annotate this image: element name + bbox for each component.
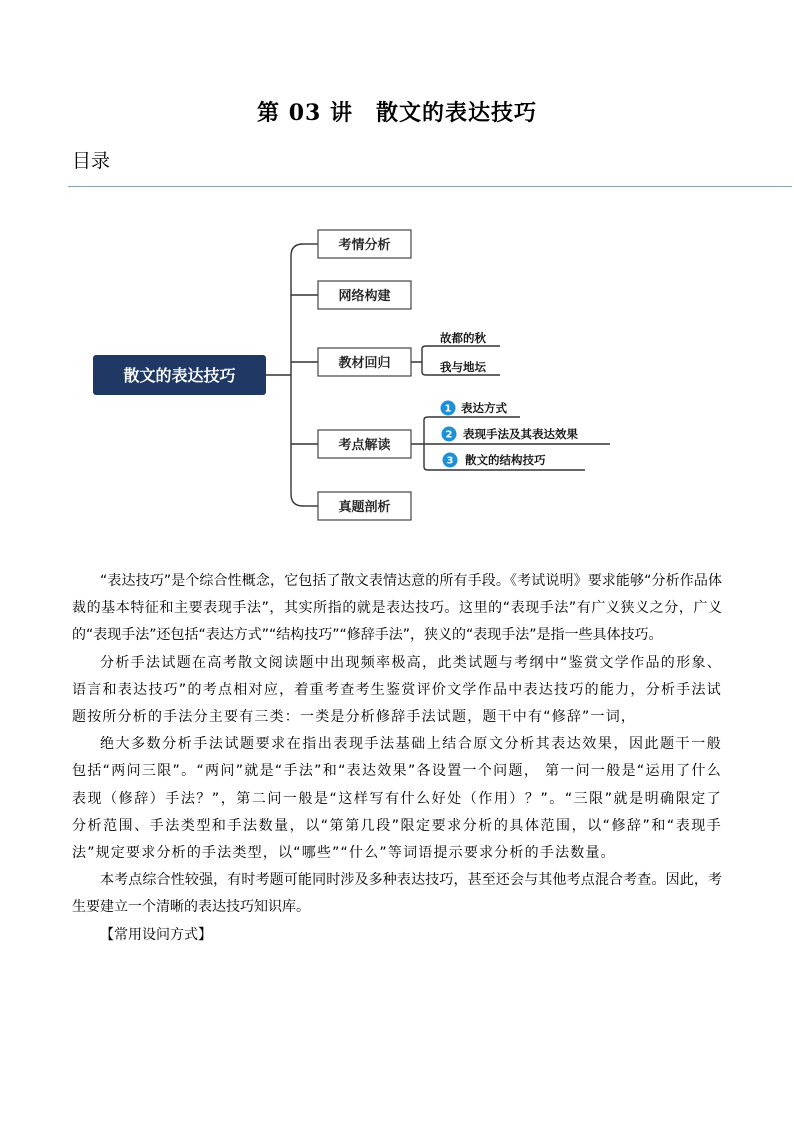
textbook-item: 我与地坛 [440,360,486,374]
svg-text:表现手法及其表达效果: 表现手法及其表达效果 [463,427,578,441]
branch-label: 真题剖析 [338,500,391,515]
branch-wangluo [318,281,411,309]
svg-text:表达方式: 表达方式 [461,401,507,415]
branch-label: 网络构建 [338,289,391,304]
branch-label: 考点解读 [338,438,391,453]
point-item [441,401,508,416]
point-item [443,453,546,468]
paragraph: 本考点综合性较强，有时考题可能同时涉及多种表达技巧，甚至还会与其他考点混合考查。因此，考生要建立一个清晰的表达技巧知识库。 [72,872,722,916]
textbook-item: 故都的秋 [440,331,486,345]
heading-divider [68,186,792,187]
branch-label: 教材回归 [338,356,391,371]
paragraph: “表达技巧”是个综合性概念，它包括了散文表情达意的所有手段。《考试说明》要求能够“分析作品体裁的基本特征和主要表现手法”，其实所指的就是表达技巧。这里的“表现手法”有广义狭义之分，广义的“表现手法”还包括“表达方式”“结构技巧”“修辞手法”，狭义的“表现手法”是指一些具体技巧。 [72,573,722,644]
svg-text:3: 3 [446,455,454,467]
paragraph: 绝大多数分析手法试题要求在指出表现手法基础上结合原文分析其表达效果，因此题干一般包括“两问三限”。“两问”就是“手法”和“表达效果”各设置一个问题， 第一问一般是“运用了什么表现（修辞）手法？”，第二问一般是“这样写有什么好处（作用）？”。“三限”就是明确限定了分析范围、手法类型和手法数量，以“第第几段”限定要求分析的具体范围，以“修辞”和“表现手法”规定要求分析的手法类型，以“哪些”“什么”等词语提示要求分析的手法数量。 [72,736,722,862]
page-title: 第 03 讲 散文的表达技巧 [257,100,537,126]
svg-text:散文的结构技巧: 散文的结构技巧 [465,453,546,467]
branch-kaodian [318,430,411,458]
branch-zhenti [318,492,411,520]
mind-map [0,220,794,530]
mind-map-root-label: 散文的表达技巧 [123,366,236,385]
point-item [442,427,579,442]
body-text [72,568,722,949]
svg-text:1: 1 [444,403,452,415]
branch-kaoqing [318,230,411,258]
paragraph: 【常用设问方式】 [100,926,212,943]
branch-label: 考情分析 [338,238,391,253]
branch-jiaocai [318,348,411,376]
svg-text:2: 2 [445,429,453,441]
toc-heading: 目录 [72,150,111,172]
paragraph: 分析手法试题在高考散文阅读题中出现频率极高，此类试题与考纲中“鉴赏文学作品的形象、语言和表达技巧”的考点相对应，着重考查考生鉴赏评价文学作品中表达技巧的能力，分析手法试题按所分析的手法分主要有三类：一类是分析修辞手法试题，题干中有“修辞”一词， [72,654,722,726]
